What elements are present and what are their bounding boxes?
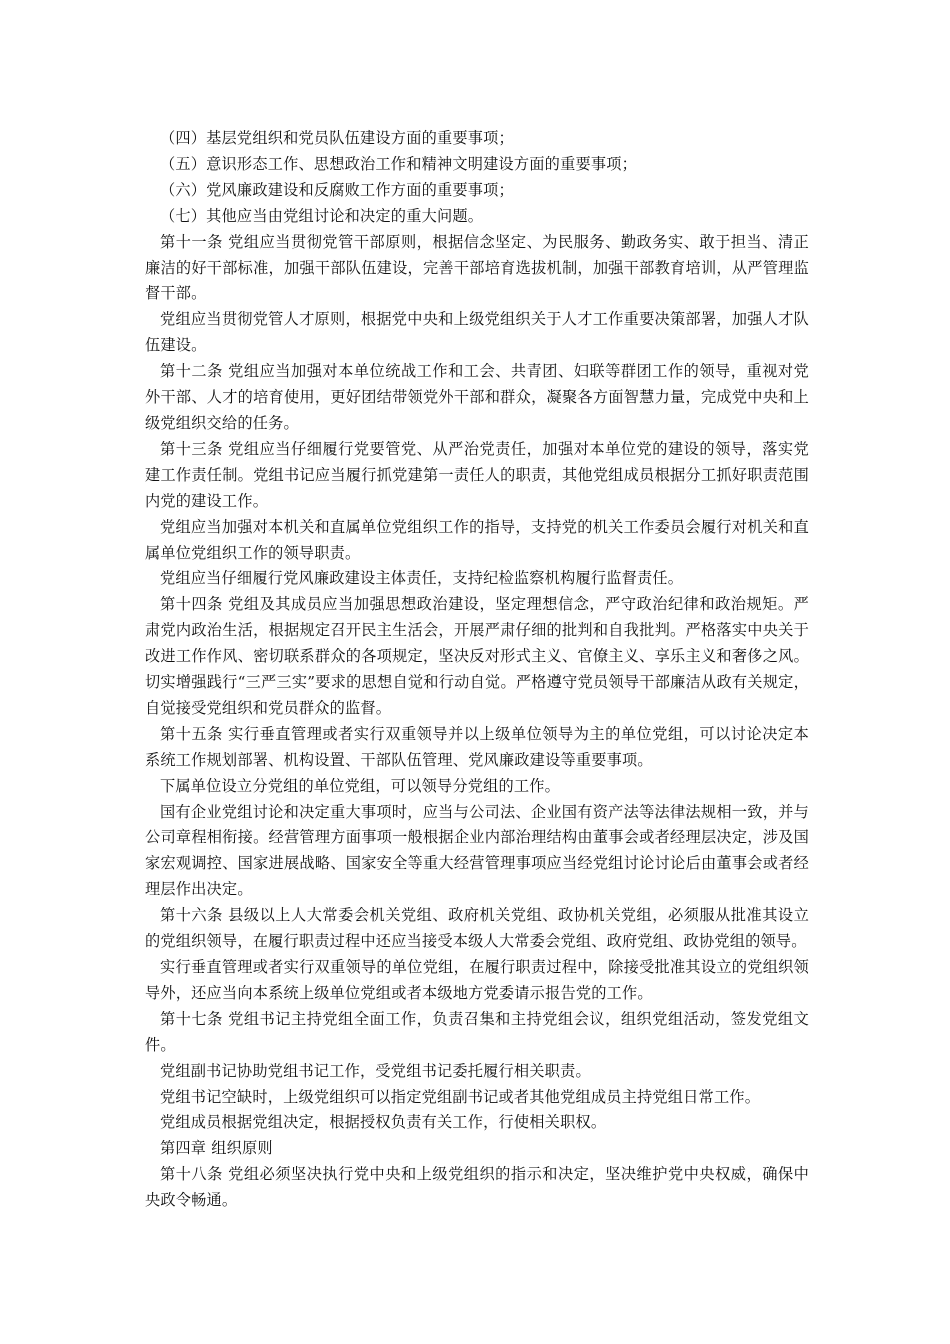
article-13-guidance: 党组应当加强对本机关和直属单位党组织工作的指导，支持党的机关工作委员会履行对机关和直属单位党组织工作的领导职责。 <box>145 517 809 562</box>
article-17-deputy: 党组副书记协助党组书记工作，受党组书记委托履行相关职责。 <box>160 1061 591 1080</box>
article-11: 第十一条 党组应当贯彻党管干部原则，根据信念坚定、为民服务、勤政务实、敢于担当、清正廉洁的好干部标准，加强干部队伍建设，完善干部培育选拔机制，加强干部教育培训，从严管理监督干部。 <box>145 232 809 303</box>
article-13-responsibility: 党组应当仔细履行党风廉政建设主体责任，支持纪检监察机构履行监督责任。 <box>160 569 684 588</box>
article-18: 第十八条 党组必须坚决执行党中央和上级党组织的指示和决定，坚决维护党中央权威，确保中央政令畅通。 <box>145 1165 809 1210</box>
article-16-vertical: 实行垂直管理或者实行双重领导的单位党组，在履行职责过程中，除接受批准其设立的党组织领导外，还应当向本系统上级单位党组或者本级地方党委请示报告党的工作。 <box>145 958 809 1002</box>
article-13: 第十三条 党组应当仔细履行党要管党、从严治党责任，加强对本单位党的建设的领导，落实党建工作责任制。党组书记应当履行抓党建第一责任人的职责，其他党组成员根据分工抓好职责范围内党的建设工作。 <box>145 439 809 510</box>
paragraph-item-4: （四）基层党组织和党员队伍建设方面的重要事项； <box>160 129 514 147</box>
article-12: 第十二条 党组应当加强对本单位统战工作和工会、共青团、妇联等群团工作的领导，重视对党外干部、人才的培育使用，更好团结带领党外干部和群众，凝聚各方面智慧力量，完成党中央和上级党组织交给的任务。 <box>145 362 809 432</box>
paragraph-item-7: （七）其他应当由党组讨论和决定的重大问题。 <box>160 206 484 225</box>
article-15-subgroups: 下属单位设立分党组的单位党组，可以领导分党组的工作。 <box>160 776 561 795</box>
paragraph-item-5: （五）意识形态工作、思想政治工作和精神文明建设方面的重要事项； <box>160 154 638 173</box>
article-15: 第十五条 实行垂直管理或者实行双重领导并以上级单位领导为主的单位党组，可以讨论决定本系统工作规划部署、机构设置、干部队伍管理、党风廉政建设等重要事项。 <box>145 724 809 769</box>
article-17-vacancy: 党组书记空缺时，上级党组织可以指定党组副书记或者其他党组成员主持党组日常工作。 <box>160 1087 761 1106</box>
article-14: 第十四条 党组及其成员应当加强思想政治建设，坚定理想信念，严守政治纪律和政治规矩。严肃党内政治生活，根据规定召开民主生活会，开展严肃仔细的批判和自我批判。严格落实中央关于改进工作作风、密切联系群众的各项规定，坚决反对形式主义、官僚主义、享乐主义和奢侈之风。切实增强践行“三严三实”要求的思想自觉和行动自觉。严格遵守党员领导干部廉洁从政有关规定，自觉接受党组织和党员群众的监督。 <box>145 595 809 717</box>
chapter-heading: 第四章 组织原则 <box>160 1139 273 1158</box>
document-body <box>145 126 809 1214</box>
article-17-members: 党组成员根据党组决定，根据授权负责有关工作，行使相关职权。 <box>160 1113 607 1132</box>
article-11-talent: 党组应当贯彻党管人才原则，根据党中央和上级党组织关于人才工作重要决策部署，加强人才队伍建设。 <box>145 310 809 355</box>
paragraph-item-6: （六）党风廉政建设和反腐败工作方面的重要事项； <box>160 180 514 199</box>
article-17: 第十七条 党组书记主持党组全面工作，负责召集和主持党组会议，组织党组活动，签发党组文件。 <box>145 1009 809 1054</box>
article-15-enterprises: 国有企业党组讨论和决定重大事项时，应当与公司法、企业国有资产法等法律法规相一致，并与公司章程相衔接。经营管理方面事项一般根据企业内部治理结构由董事会或者经理层决定，涉及国家宏观调控、国家进展战略、国家安全等重大经营管理事项应当经党组讨论讨论后由董事会或者经理层作出决定。 <box>145 802 809 899</box>
article-16: 第十六条 县级以上人大常委会机关党组、政府机关党组、政协机关党组，必须服从批准其设立的党组织领导，在履行职责过程中还应当接受本级人大常委会党组、政府党组、政协党组的领导。 <box>145 906 809 951</box>
